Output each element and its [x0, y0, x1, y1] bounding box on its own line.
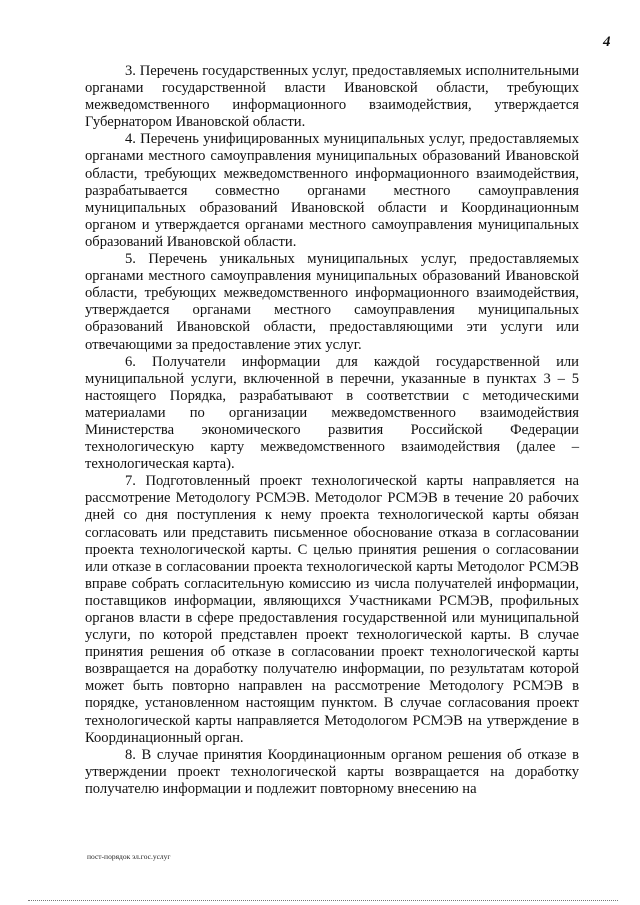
paragraph-6: 6. Получатели информации для каждой государственной или муниципальной услуги, включенной в перечни, указанные в пунктах 3 – 5 настоящего Порядка, разрабатывают в соответствии с методическими материалами по организации межведомственного взаимодействия Министерства экономического развития Российской Федерации технологическую карту межведомственного взаимодействия (далее – технологическая карта). — [85, 353, 579, 473]
paragraph-7: 7. Подготовленный проект технологической карты направляется на рассмотрение Методологу РСМЭВ. Методолог РСМЭВ в течение 20 рабочих дней со дня поступления к нему проекта технологической карты обязан согласовать или представить письменное обоснование отказа в согласовании проекта технологической карты. С целью принятия решения о согласовании или отказе в согласовании проекта технологической карты Методолог РСМЭВ вправе собрать согласительную комиссию из числа получателей информации, поставщиков информации, являющихся Участниками РСМЭВ, профильных органов власти в сфере предоставления государственной или муниципальной услуги, по которой представлен проект технологической карты. В случае принятия решения об отказе в согласовании проект технологической карты возвращается на доработку получателю информации, по результатам которой может быть повторно направлен на рассмотрение Методологу РСМЭВ в порядке, установленном настоящим пунктом. В случае согласования проект технологической карты направляется Методологом РСМЭВ на утверждение в Координационный орган. — [85, 473, 579, 746]
footer-file-note: пост-порядок эл.гос.услуг — [87, 852, 171, 861]
paragraph-8: 8. В случае принятия Координационным органом решения об отказе в утверждении проект технологической карты возвращается на доработку получателю информации и подлежит повторному внесению на — [85, 746, 579, 797]
page-number: 4 — [603, 34, 611, 50]
paragraph-4: 4. Перечень унифицированных муниципальных услуг, предоставляемых органами местного самоуправления муниципальных образований Ивановской области, требующих межведомственного информационного взаимодействия, разрабатывается совместно органами местного самоуправления муниципальных образований Ивановской области и Координационным органом и утверждается органами местного самоуправления муниципальных образований Ивановской области. — [85, 131, 579, 250]
paragraph-5: 5. Перечень уникальных муниципальных услуг, предоставляемых органами местного самоуправления муниципальных образований Ивановской области, требующих межведомственного информационного взаимодействия, утверждается органами местного самоуправления муниципальных образований Ивановской области, предоставляющими эти услуги или отвечающими за предоставление этих услуг. — [85, 251, 579, 353]
document-body — [85, 63, 579, 798]
bottom-divider — [28, 900, 618, 901]
paragraph-3: 3. Перечень государственных услуг, предоставляемых исполнительными органами государственной власти Ивановской области, требующих межведомственного информационного взаимодействия, утверждается Губернатором Ивановской области. — [85, 63, 579, 131]
